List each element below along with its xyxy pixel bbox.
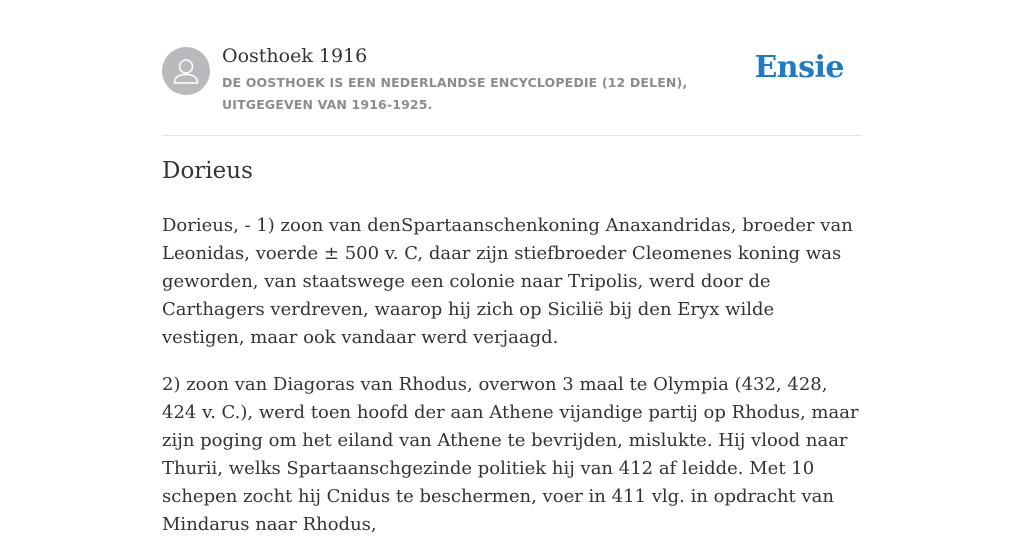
entry-title: Dorieus	[162, 158, 253, 184]
user-icon	[162, 47, 210, 95]
source-header	[162, 0, 862, 136]
source-description: DE OOSTHOEK IS EEN NEDERLANDSE ENCYCLOPEDIE (12 DELEN), UITGEGEVEN VAN 1916-1925.	[222, 75, 688, 112]
source-title[interactable]: Oosthoek 1916	[222, 45, 368, 67]
ensie-logo[interactable]: Ensie	[754, 50, 844, 85]
entry-body	[162, 212, 862, 558]
entry-paragraph: Dorieus, - 1) zoon van denSpartaanschenkoning Anaxandridas, broeder van Leonidas, voerde ± 500 v. C, daar zijn stiefbroeder Cleomenes koning was geworden, van staatswege een colonie naar Tripolis, werd door de Carthagers verdreven, waarop hij zich op Sicilië bij den Eryx wilde vestigen, maar ook vandaar werd verjaagd.	[162, 215, 853, 348]
source-avatar[interactable]	[162, 47, 210, 95]
content-container	[162, 0, 862, 535]
entry-paragraph: 2) zoon van Diagoras van Rhodus, overwon 3 maal te Olympia (432, 428, 424 v. C.), werd toen hoofd der aan Athene vijandige partij op Rhodus, maar zijn poging om het eiland van Athene te bevrijden, mislukte. Hij vlood naar Thurii, welks Spartaanschgezinde politiek hij van 412 af leidde. Met 10 schepen zocht hij Cnidus te beschermen, voer in 411 vlg. in opdracht van Mindarus naar Rhodus,	[162, 374, 859, 535]
